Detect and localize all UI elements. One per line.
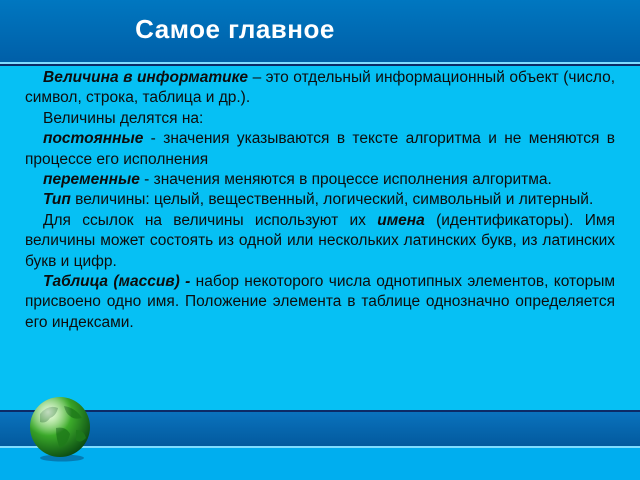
paragraph-text: - значения меняются в процессе исполнения алгоритма. [139,171,552,189]
paragraph-text: Для ссылок на величины используют их [43,211,378,229]
term-names: имена [377,211,425,229]
paragraph-value-definition [25,68,615,109]
paragraph-names [25,211,615,272]
term-constants: постоянные [43,130,144,148]
paragraph-type [25,190,615,210]
paragraph-text: набор некоторого числа однотипных элементов, которым присвоено одно имя. Положение элемента в таблице однозначно определяется его индексами. [25,273,615,331]
paragraph-constants [25,129,615,170]
paragraph-text: – это отдельный информационный объект (число, символ, строка, таблица и др.). [25,69,615,107]
bottom-strip [0,448,640,480]
paragraph-text: - значения указываются в тексте алгоритма и не меняются в процессе его исполнения [25,130,615,168]
term-type: Тип [43,191,71,209]
paragraph-variables [25,170,615,190]
paragraph-value-division [25,109,615,129]
footer-divider-dark [0,410,640,412]
term-variables: переменные [43,171,140,189]
paragraph-text: Величины делятся на: [43,109,204,127]
slide-body [25,68,615,333]
paragraph-text: величины: целый, вещественный, логический, символьный и литерный. [70,191,594,209]
paragraph-array [25,272,615,333]
content-area [0,66,640,410]
term-value: Величина в информатике [43,69,249,86]
footer-bar [0,410,640,446]
globe-icon [26,394,94,462]
term-array: Таблица (массив) - [43,273,191,291]
slide-title: Самое главное [135,14,335,44]
paragraph-text: (идентификаторы). Имя величины может состоять из одной или нескольких латинских букв, из латинских букв и цифр. [25,211,615,270]
